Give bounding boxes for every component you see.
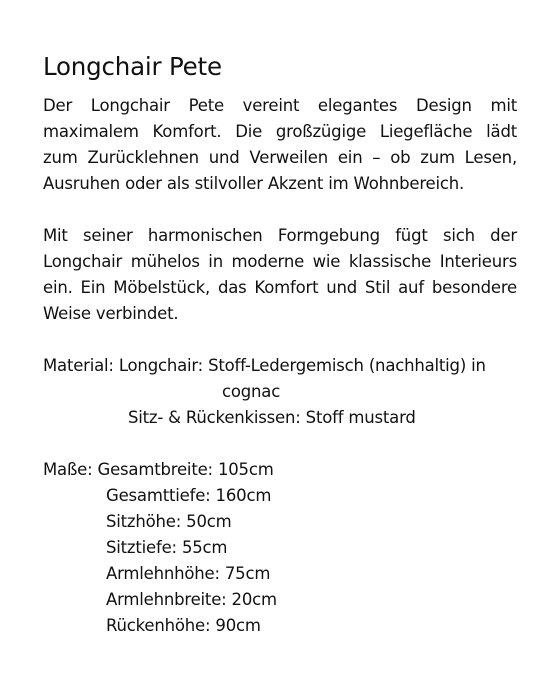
spacer (43, 197, 517, 223)
dimension-value: Gesamttiefe: 160cm (106, 486, 272, 505)
product-title: Longchair Pete (43, 52, 222, 81)
spacer (43, 327, 517, 353)
dimension-value: Gesamtbreite: 105cm (97, 460, 274, 479)
paragraph-line: Weise verbindet. (43, 304, 179, 323)
paragraph-line: Ausruhen oder als stilvoller Akzent im Wohnbereich. (43, 174, 465, 193)
spacer (43, 431, 517, 457)
paragraph-line: ein. Ein Möbelstück, das Komfort und Stil auf besondere (43, 278, 517, 297)
dimensions-label: Maße: (43, 460, 93, 479)
paragraph-line: Longchair mühelos in moderne wie klassische Interieurs (43, 252, 517, 271)
dimensions-section (43, 457, 517, 639)
paragraph-line: Der Longchair Pete vereint elegantes Design mit (43, 96, 517, 115)
dimension-value: Armlehnbreite: 20cm (106, 590, 277, 609)
material-section (43, 353, 517, 431)
material-color: cognac (222, 382, 281, 401)
dimension-row (43, 457, 517, 483)
dimension-value: Rückenhöhe: 90cm (106, 616, 261, 635)
cushion-material: Sitz- & Rückenkissen: Stoff mustard (128, 408, 416, 427)
paragraph-line: maximalem Komfort. Die großzügige Liegefläche lädt (43, 122, 517, 141)
dimension-value: Sitztiefe: 55cm (106, 538, 228, 557)
intro-paragraph (43, 93, 517, 197)
design-paragraph (43, 223, 517, 327)
paragraph-line: zum Zurücklehnen und Verweilen ein – ob zum Lesen, (43, 148, 517, 167)
material-line: Material: Longchair: Stoff-Ledergemisch (nachhaltig) in (43, 356, 486, 375)
dimension-value: Armlehnhöhe: 75cm (106, 564, 271, 583)
product-description (43, 50, 517, 639)
paragraph-line: Mit seiner harmonischen Formgebung fügt sich der (43, 226, 517, 245)
dimension-value: Sitzhöhe: 50cm (106, 512, 232, 531)
